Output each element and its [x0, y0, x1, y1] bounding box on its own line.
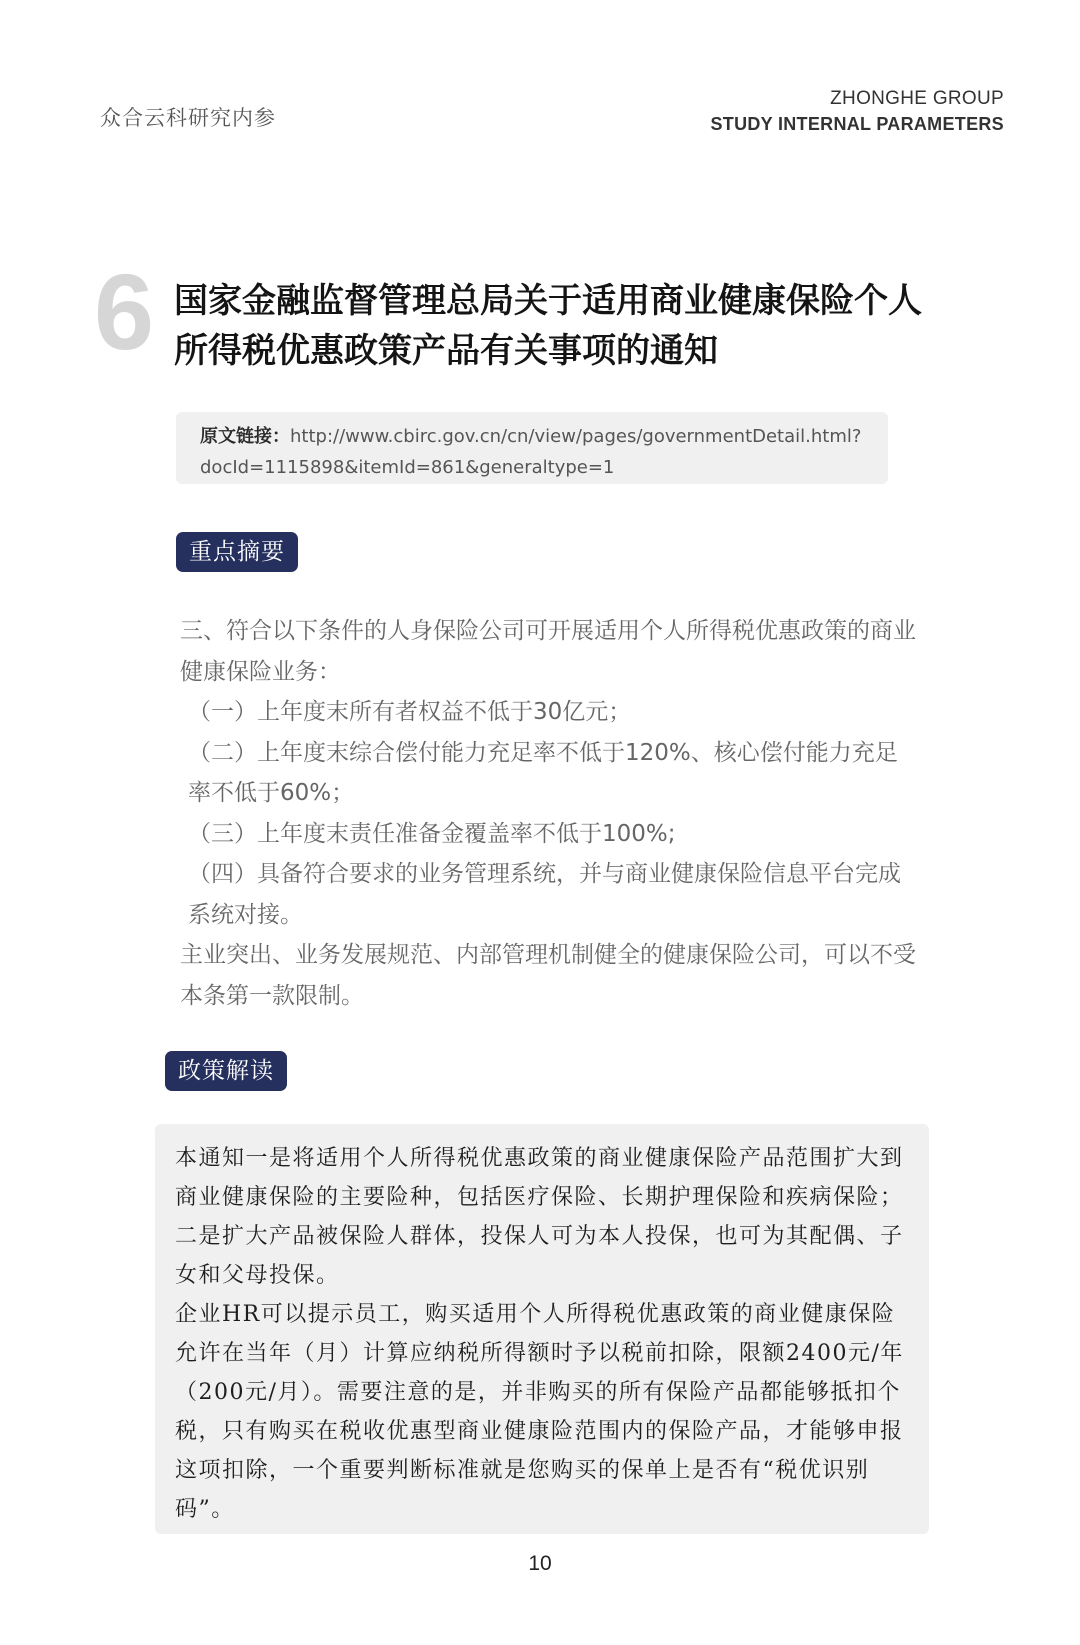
publisher-block — [710, 86, 1004, 136]
interpretation-box — [155, 1124, 929, 1534]
summary-paragraph: 主业突出、业务发展规范、内部管理机制健全的健康保险公司，可以不受本条第一款限制。 — [180, 942, 916, 1009]
interpretation-tag: 政策解读 — [165, 1051, 287, 1091]
publisher-name: ZHONGHE GROUP — [830, 88, 1004, 109]
publication-subtitle: STUDY INTERNAL PARAMETERS — [710, 114, 1004, 134]
source-link-label: 原文链接： — [200, 426, 290, 447]
interpretation-paragraph: 企业HR可以提示员工，购买适用个人所得税优惠政策的商业健康保险允许在当年（月）计算应纳税所得额时予以税前扣除，限额2400元/年（200元/月）。需要注意的是，并非购买的所有保险产品都能够抵扣个税，只有购买在税收优惠型商业健康险范围内的保险产品，才能够申报这项扣除，一个重要判断标准就是您购买的保单上是否有“税优识别码”。 — [175, 1302, 904, 1522]
summary-paragraph: （二）上年度末综合偿付能力充足率不低于120%、核心偿付能力充足率不低于60%； — [188, 739, 898, 806]
interpretation-paragraph: 本通知一是将适用个人所得税优惠政策的商业健康保险产品范围扩大到商业健康保险的主要险种，包括医疗保险、长期护理保险和疾病保险；二是扩大产品被保险人群体，投保人可为本人投保，也可为其配偶、子女和父母投保。 — [175, 1146, 904, 1288]
summary-paragraph: 三、符合以下条件的人身保险公司可开展适用个人所得税优惠政策的商业健康保险业务： — [180, 618, 916, 685]
page-number: 10 — [528, 1552, 552, 1575]
summary-tag: 重点摘要 — [176, 532, 298, 572]
summary-paragraph: （三）上年度末责任准备金覆盖率不低于100%; — [188, 820, 676, 847]
summary-paragraph: （四）具备符合要求的业务管理系统，并与商业健康保险信息平台完成系统对接。 — [188, 861, 901, 928]
source-link-url[interactable]: http://www.cbirc.gov.cn/cn/view/pages/governmentDetail.html?docId=1115898&itemId=861&generaltype=1 — [200, 426, 862, 478]
summary-paragraph: （一）上年度末所有者权益不低于30亿元； — [188, 699, 632, 725]
section-number: 6 — [94, 251, 155, 372]
publication-name: 众合云科研究内参 — [100, 106, 276, 130]
summary-body — [180, 611, 920, 1016]
section-title: 国家金融监督管理总局关于适用商业健康保险个人所得税优惠政策产品有关事项的通知 — [174, 281, 922, 371]
source-link-box — [176, 412, 888, 484]
